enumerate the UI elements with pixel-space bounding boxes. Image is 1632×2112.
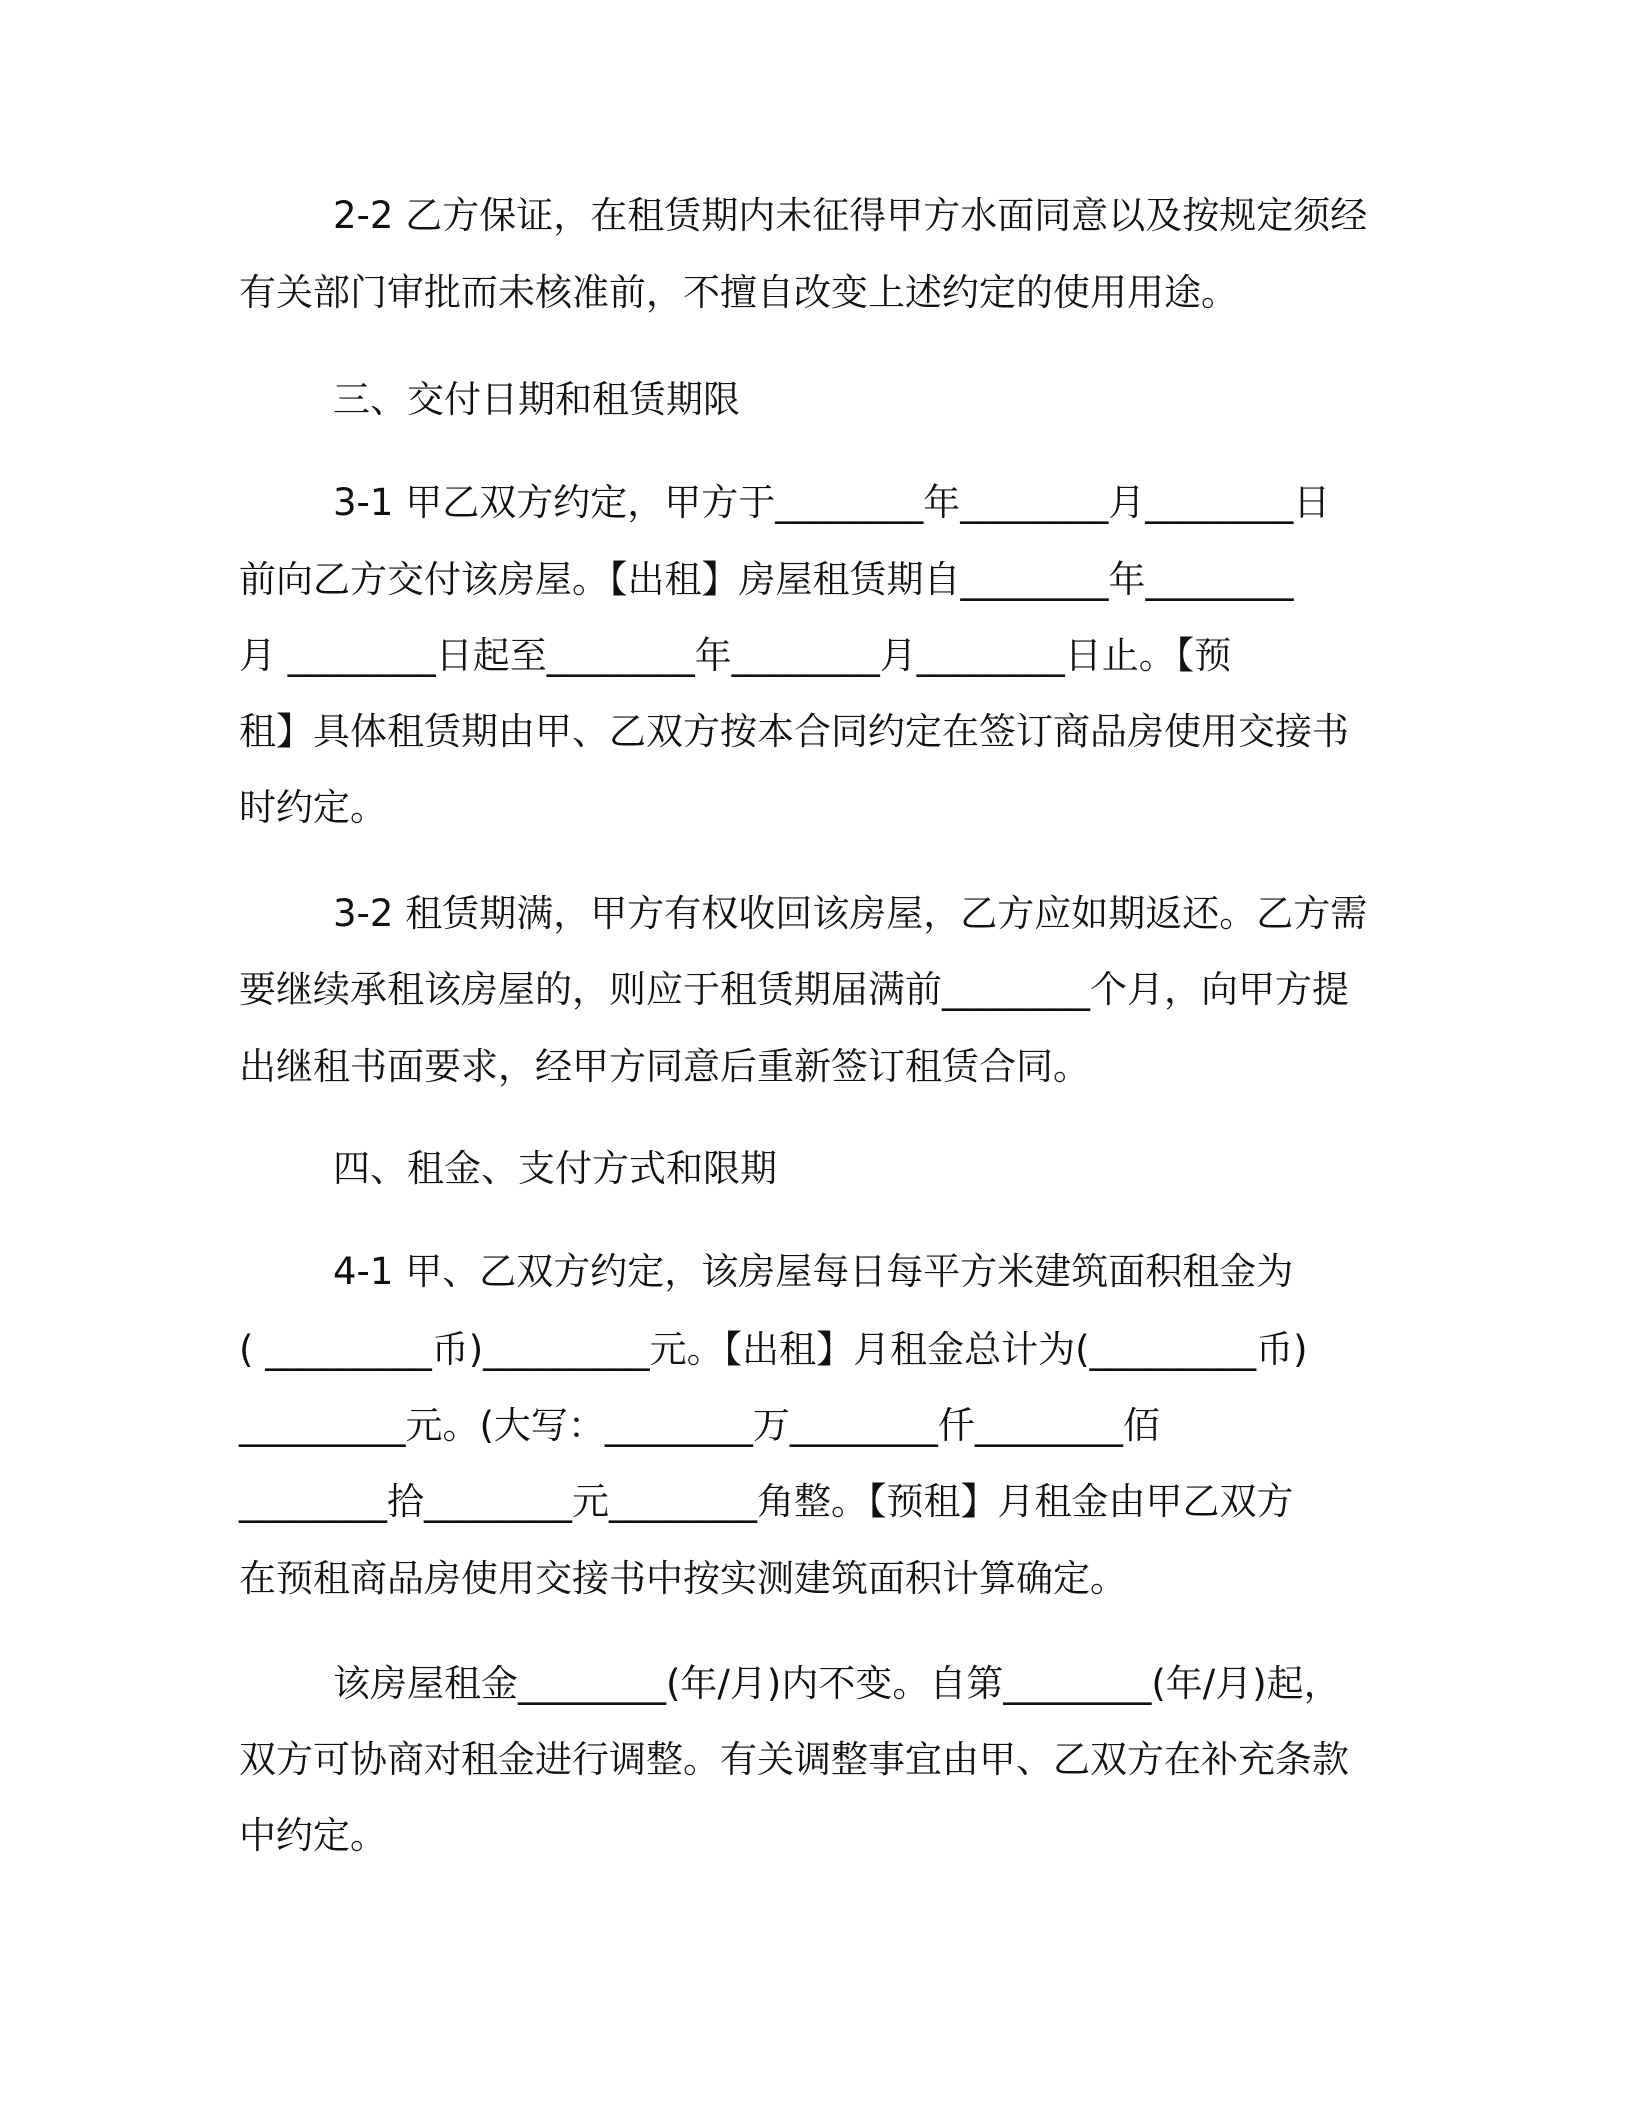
clause-4-1-line-2: ( _________币)_________元。【出租】月租金总计为(_________币) bbox=[239, 1328, 1308, 1371]
clause-3-1-line-4: 租】具体租赁期由甲、乙双方按本合同约定在签订商品房使用交接书 bbox=[239, 710, 1349, 753]
rent-adjust-line-3: 中约定。 bbox=[239, 1814, 387, 1857]
clause-3-1-line-2: 前向乙方交付该房屋。【出租】房屋租赁期自________年________ bbox=[239, 558, 1294, 601]
section-4-heading: 四、租金、支付方式和限期 bbox=[333, 1147, 777, 1190]
clause-4-1-line-4: ________拾________元________角整。【预租】月租金由甲乙双方 bbox=[239, 1480, 1294, 1523]
clause-3-2-line-1: 3-2 租赁期满，甲方有权收回该房屋，乙方应如期返还。乙方需 bbox=[333, 892, 1368, 935]
rent-adjust-line-1: 该房屋租金________(年/月)内不变。自第________(年/月)起， bbox=[333, 1662, 1341, 1705]
clause-4-1-line-1: 4-1 甲、乙双方约定，该房屋每日每平方米建筑面积租金为 bbox=[333, 1250, 1294, 1293]
clause-2-2-line-1: 2-2 乙方保证，在租赁期内未征得甲方水面同意以及按规定须经 bbox=[333, 194, 1368, 237]
clause-2-2-line-2: 有关部门审批而未核准前，不擅自改变上述约定的使用用途。 bbox=[239, 271, 1238, 314]
clause-3-1-line-1: 3-1 甲乙双方约定，甲方于________年________月________日 bbox=[333, 481, 1331, 524]
rent-adjust-line-2: 双方可协商对租金进行调整。有关调整事宜由甲、乙双方在补充条款 bbox=[239, 1738, 1349, 1781]
clause-3-1-line-3: 月 ________日起至________年________月________日止。【预 bbox=[239, 634, 1232, 677]
section-3-heading: 三、交付日期和租赁期限 bbox=[333, 378, 740, 421]
clause-3-2-line-3: 出继租书面要求，经甲方同意后重新签订租赁合同。 bbox=[239, 1045, 1090, 1088]
clause-4-1-line-5: 在预租商品房使用交接书中按实测建筑面积计算确定。 bbox=[239, 1557, 1127, 1600]
clause-3-2-line-2: 要继续承租该房屋的，则应于租赁期届满前________个月，向甲方提 bbox=[239, 968, 1349, 1011]
clause-3-1-line-5: 时约定。 bbox=[239, 786, 387, 829]
clause-4-1-line-3: _________元。(大写：________万________仟________佰 bbox=[239, 1404, 1160, 1447]
